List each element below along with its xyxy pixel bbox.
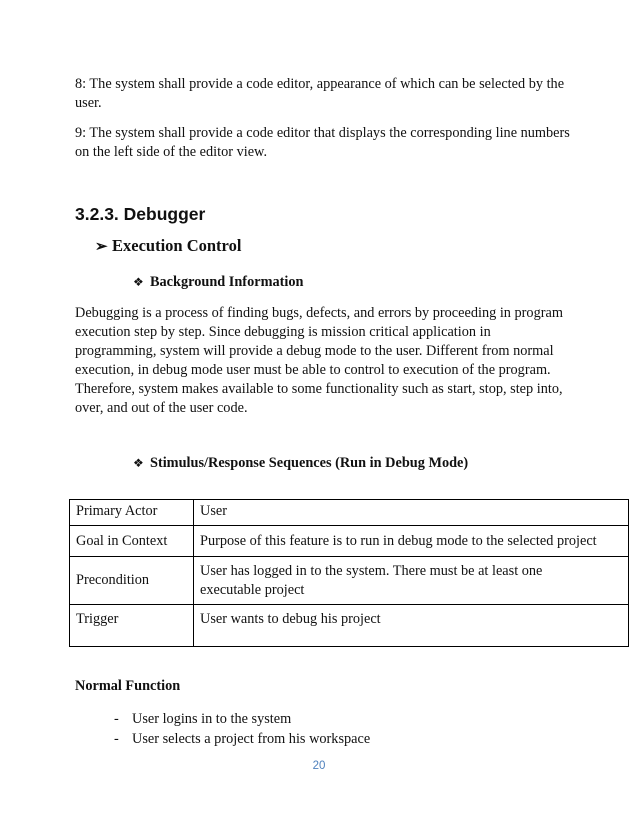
list-item: [114, 709, 370, 729]
step-text: User logins in to the system: [132, 711, 292, 727]
diamond-bullet-icon: ❖: [133, 275, 144, 289]
arrow-bullet-icon: ➢: [95, 239, 108, 255]
table-key-cell: Trigger: [70, 605, 194, 647]
stimulus-title: Stimulus/Response Sequences (Run in Debug Mode): [150, 455, 469, 471]
dash-bullet: -: [114, 731, 119, 747]
background-heading: [133, 273, 303, 292]
table-key-cell: Goal in Context: [70, 526, 194, 557]
requirement-9: 9: The system shall provide a code editor that displays the corresponding line numbers on the left side of the editor view.: [75, 125, 570, 160]
table-key-cell: Primary Actor: [70, 500, 194, 526]
table-row: [70, 605, 629, 647]
dash-bullet: -: [114, 711, 119, 727]
table-value-cell: User wants to debug his project: [194, 605, 629, 647]
table-key-cell: Precondition: [70, 557, 194, 605]
page-number: 20: [312, 760, 326, 772]
background-title: Background Information: [150, 274, 304, 290]
list-item: [114, 729, 370, 749]
background-text: Debugging is a process of finding bugs, defects, and errors by proceeding in program execution step by step. Since debugging is mission critical application in programming, system will provide a debug mode to the user. Different from normal execution, in debug mode user must be able to control to execution of the program. Therefore, system makes available to some functionality such as start, stop, step into, over, and out of the user code.: [75, 305, 563, 416]
section-heading: 3.2.3. Debugger: [75, 204, 206, 224]
normal-function-list: [114, 709, 370, 749]
diamond-bullet-icon: ❖: [133, 456, 144, 470]
table-value-cell: User has logged in to the system. There must be at least one executable project: [194, 557, 629, 605]
table-row: [70, 557, 629, 605]
use-case-table: [69, 499, 629, 647]
table-value-cell: Purpose of this feature is to run in debug mode to the selected project: [194, 526, 629, 557]
requirement-8: 8: The system shall provide a code editor, appearance of which can be selected by the user.: [75, 76, 565, 111]
normal-function-heading: Normal Function: [75, 678, 181, 694]
execution-control-title: Execution Control: [112, 236, 242, 255]
table-value-cell: User: [194, 500, 629, 526]
execution-control-heading: [95, 236, 241, 257]
step-text: User selects a project from his workspace: [132, 731, 371, 747]
table-row: [70, 526, 629, 557]
table-row: [70, 500, 629, 526]
stimulus-heading: [133, 454, 468, 473]
